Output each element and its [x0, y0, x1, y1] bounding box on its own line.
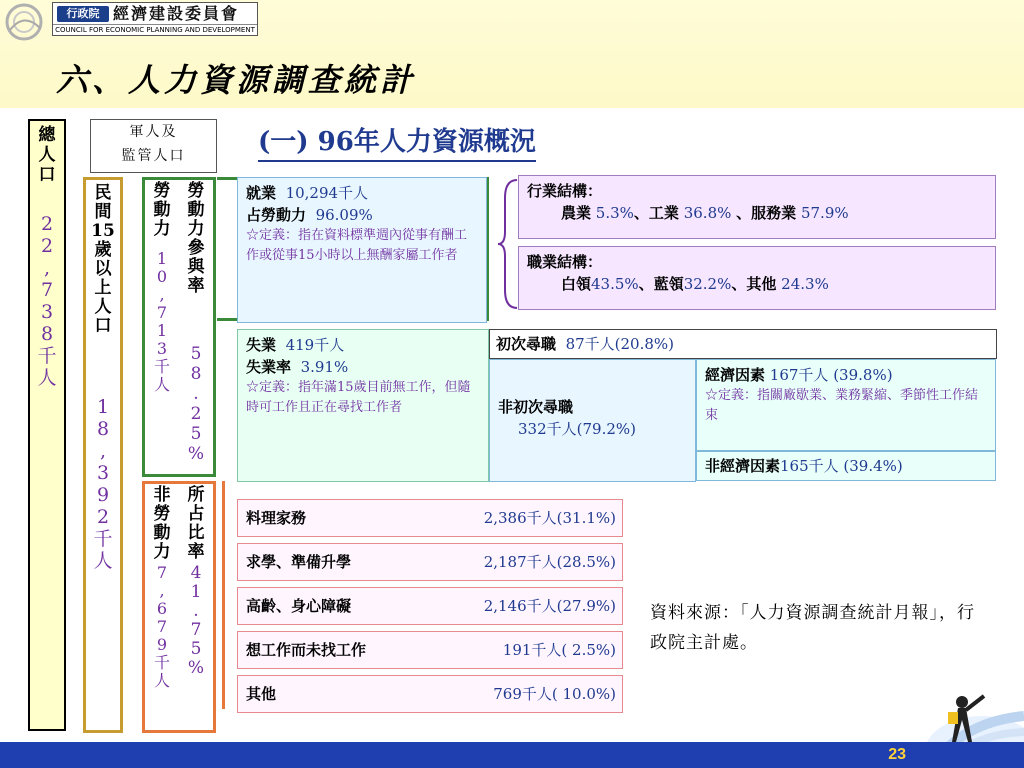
non-labor-ratio-label: [181, 486, 211, 562]
labor-force-label: [147, 182, 177, 239]
header-band: [0, 0, 1024, 108]
industry-svc-label: 服務業: [751, 204, 797, 222]
section-subtitle: (一) 96年人力資源概況: [258, 126, 536, 162]
occupation-blue-label: 藍領: [653, 275, 684, 293]
lfpr-label: [181, 182, 211, 296]
non-labor-force-value: [147, 564, 177, 690]
employment-definition: ☆定義：指在資料標準週內從事有酬工作或從事15小時以上無酬家屬工作者: [246, 228, 468, 263]
reason-row: [237, 499, 623, 537]
footer-bar: [0, 742, 1024, 768]
civilian-population-box: [83, 177, 123, 733]
military-population-box: [90, 119, 217, 173]
total-population-label: [30, 125, 64, 185]
non-labor-force-label: [147, 486, 177, 562]
civilian-label-text: 民 間 15 歲 以 上 人 口: [91, 183, 115, 336]
total-population-box: [28, 119, 66, 731]
non-economic-factors-panel: [696, 451, 996, 481]
civilian-population-value: [86, 396, 120, 572]
reason-value: 769千人( 10.0%): [493, 685, 616, 703]
total-value-text: 2 2 , 7 3 8 千 人: [37, 213, 57, 389]
unemployment-rate-value: 3.91%: [300, 358, 349, 376]
reason-label: 料理家務: [246, 509, 307, 527]
page-number: 23: [888, 746, 906, 763]
economic-definition: ☆定義：指關廠歇業、業務緊縮、季節性工作結束: [705, 388, 979, 423]
non-first-job-label: 非初次尋職: [498, 398, 574, 416]
page-title: 六、人力資源調查統計: [56, 61, 417, 99]
lfpr-value-text: 5 8 . 2 5 %: [187, 344, 205, 464]
non-labor-connector: [222, 481, 238, 709]
logo-name: 經濟建設委員會: [113, 4, 240, 23]
reason-value: 2,386千人(31.1%): [483, 509, 616, 527]
unemployment-value: 419千人: [285, 336, 345, 354]
labor-force-value-text: 1 0 , 7 1 3 千 人: [153, 249, 170, 394]
non-labor-ratio-value: [181, 564, 211, 678]
occupation-title: 職業結構：: [527, 253, 603, 271]
employment-share-value: 96.09%: [315, 206, 373, 224]
occupation-structure-panel: 職業結構： 白領43.5%、藍領32.2%、其他 24.3%: [518, 246, 996, 310]
economic-value: 167千人 (39.8%): [769, 366, 893, 384]
industry-title: 行業結構：: [527, 182, 603, 200]
non-first-job-seeker-panel: [489, 359, 696, 482]
occupation-white-label: 白領: [561, 275, 592, 293]
cepd-logo-banner: [52, 2, 258, 36]
non-labor-value-text: 7 , 6 7 9 千 人: [153, 563, 170, 690]
civilian-population-label: [86, 184, 120, 336]
data-source-note: 資料來源：「人力資源調查統計月報」，行政院主計處。: [650, 603, 975, 653]
occupation-blue-value: 32.2%: [683, 275, 732, 293]
logo-badge: 行政院: [57, 6, 109, 22]
non-labor-force-box: [142, 481, 216, 733]
first-job-value: 87千人(20.8%): [565, 335, 675, 353]
occupation-other-value: 24.3%: [781, 275, 829, 293]
industry-agri-value: 5.3%: [595, 204, 634, 222]
non-first-job-value: 332千人(79.2%): [518, 420, 636, 438]
industry-structure-panel: 行業結構： 農業 5.3%、工業 36.8% 、服務業 57.9%: [518, 175, 996, 239]
non-economic-label: 非經濟因素: [705, 457, 781, 475]
non-labor-ratio-label-text: 所 占 比 率: [187, 485, 205, 562]
reason-value: 2,187千人(28.5%): [483, 553, 616, 571]
reason-value: 191千人( 2.5%): [502, 641, 616, 659]
reason-row: [237, 543, 623, 581]
reason-label: 其他: [246, 685, 277, 703]
reason-row: [237, 587, 623, 625]
industry-svc-value: 57.9%: [800, 204, 849, 222]
industry-ind-value: 36.8%: [683, 204, 732, 222]
civilian-value-text: 1 8 , 3 9 2 千 人: [93, 396, 113, 572]
total-population-value: [30, 213, 64, 389]
reason-label: 高齡、身心障礙: [246, 597, 352, 615]
labor-force-label-text: 勞 動 力: [153, 181, 171, 239]
reason-label: 想工作而未找工作: [246, 641, 367, 659]
industry-ind-label: 工業: [648, 204, 679, 222]
lfpr-value: [181, 344, 211, 464]
logo-english-name: COUNCIL FOR ECONOMIC PLANNING AND DEVELOPMENT: [53, 24, 257, 35]
employment-panel: [237, 177, 487, 323]
brace-icon: [497, 178, 519, 310]
reason-label: 求學、準備升學: [246, 553, 352, 571]
employment-value: 10,294千人: [285, 184, 369, 202]
military-label-line1: 軍人及: [129, 124, 178, 140]
non-economic-value: 165千人 (39.4%): [780, 457, 903, 475]
non-labor-label-text: 非 勞 動 力: [153, 485, 171, 562]
first-job-seeker-panel: [489, 329, 997, 359]
employment-label: 就業: [246, 184, 277, 202]
unemployment-definition: ☆定義：指年滿15歲目前無工作，但隨時可工作且正在尋找工作者: [246, 380, 471, 415]
employment-share-label: 占勞動力: [246, 206, 307, 224]
occupation-white-value: 43.5%: [591, 275, 639, 293]
reason-value: 2,146千人(27.9%): [483, 597, 616, 615]
reason-row: [237, 631, 623, 669]
industry-agri-label: 農業: [561, 204, 592, 222]
occupation-other-label: 其他: [746, 275, 777, 293]
unemployment-rate-label: 失業率: [246, 358, 292, 376]
non-labor-ratio-value-text: 4 1 . 7 5 %: [187, 563, 205, 678]
unemployment-panel: [237, 329, 489, 482]
military-label-line2: 監管人口: [121, 148, 186, 164]
unemployment-label: 失業: [246, 336, 277, 354]
cepd-seal-icon: [4, 2, 48, 42]
first-job-label: 初次尋職: [496, 335, 557, 353]
labor-force-box: [142, 177, 216, 477]
labor-force-value: [147, 250, 177, 394]
reason-row: [237, 675, 623, 713]
economic-label: 經濟因素: [705, 366, 766, 384]
total-label-text: 總 人 口: [38, 125, 56, 185]
economic-factors-panel: [696, 359, 996, 451]
lfpr-label-text: 勞 動 力 參 與 率: [187, 181, 205, 296]
